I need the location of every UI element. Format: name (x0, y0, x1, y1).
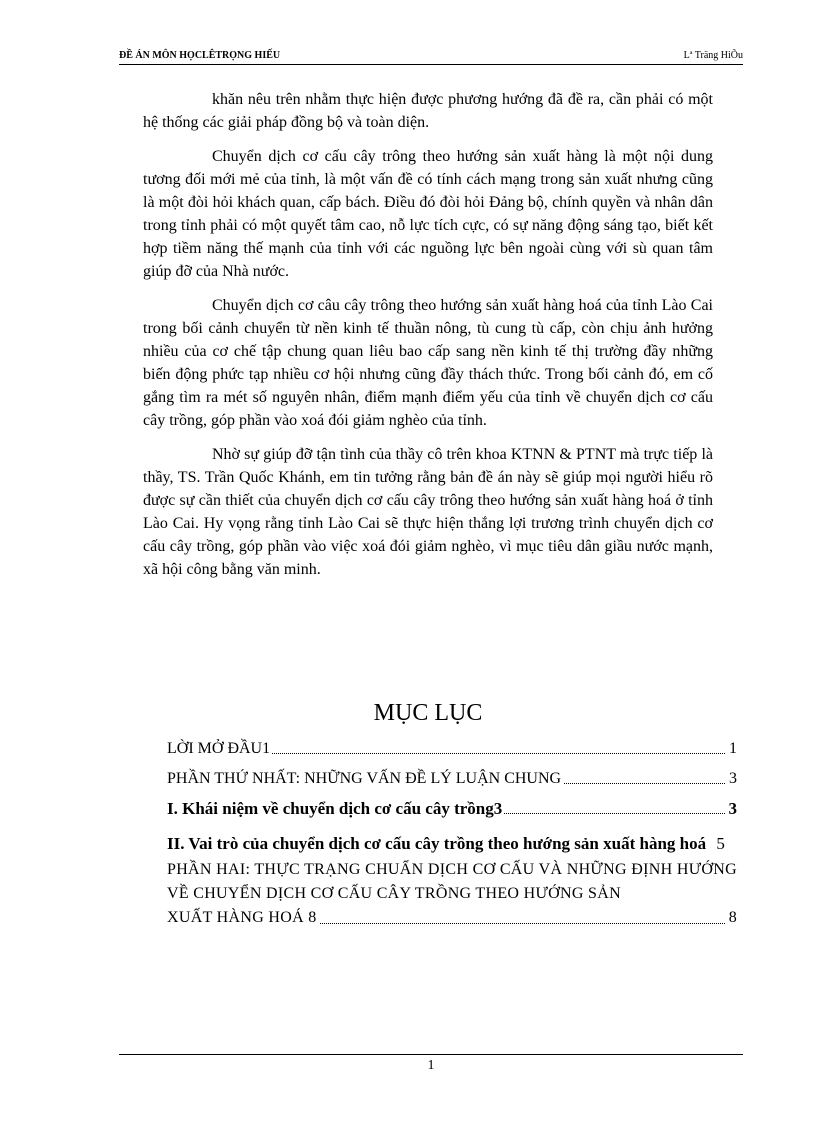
toc-entry-intro[interactable] (167, 738, 737, 760)
paragraph-4: Nhờ sự giúp đỡ tận tình của thầy cô trên khoa KTNN & PTNT mà trực tiếp là thầy, TS. Trần Quốc Khánh, em tin tưởng rằng bản đề án này sẽ giúp mọi người hiểu rõ được sự cần thiết của chuyển dịch cơ cấu cây trông theo hướng sản xuất hàng hoá ở tỉnh Lào Cai. Hy vọng rằng tỉnh Lào Cai sẽ thực hiện thắng lợi trương trình chuyển dịch cơ cấu cây trồng, góp phần vào việc xoá đói giảm nghèo, vì mục tiêu dân giầu nước mạnh, xã hội công bằng văn minh. (143, 446, 713, 578)
paragraph-3: Chuyển dịch cơ câu cây trông theo hướng sản xuất hàng hoá của tỉnh Lào Cai trong bối cảnh chuyển từ nền kinh tế thuần nông, tù cung tù cấp, còn chịu ảnh hưởng nhiều của cơ chế tập chung quan liêu bao cấp sang nền kinh tế thị trường đầy những biến động phức tạp nhiều cơ hội nhưng cũng đầy thách thức. Trong bối cảnh đó, em cố gắng tìm ra mét số nguyên nhân, điểm mạnh điểm yếu của tỉnh về chuyển dịch cơ cấu cây trồng, góp phần vào xoá đói giảm nghèo của tỉnh. (143, 297, 713, 429)
toc-entry-section-2[interactable] (167, 832, 737, 856)
header-title: ĐỀ ÁN MÔN HỌCLÊTRỌNG HIẾU (119, 50, 281, 61)
toc-page: 1 (727, 738, 737, 760)
toc-title: MỤC LỤC (373, 700, 483, 726)
toc-label: II. Vai trò của chuyển dịch cơ cấu cây trồng theo hướng sản xuất hàng hoá (167, 834, 707, 853)
table-of-contents (167, 738, 737, 930)
toc-page: 5 (716, 834, 725, 853)
toc-entry-part-two[interactable] (167, 858, 737, 930)
footer-divider (119, 1054, 743, 1055)
toc-entry-section-1[interactable] (167, 798, 737, 820)
toc-label: PHẦN HAI: THỰC TRẠNG CHUẨN DỊCH CƠ CẤU VÀ NHỮNG ĐỊNH HƯỚNG VỀ CHUYỂN DỊCH CƠ CẤU CÂY TRỒNG THEO HƯỚNG SẢN (167, 861, 737, 902)
page-number: 1 (427, 1058, 435, 1073)
toc-entry-part-one[interactable] (167, 768, 737, 790)
header-author: Lª Träng HiÕu (683, 50, 743, 61)
toc-page: 8 (727, 906, 737, 930)
toc-page: 3 (727, 768, 737, 790)
toc-label: PHẦN THỨ NHẤT: NHỮNG VẤN ĐỀ LÝ LUẬN CHUNG (167, 770, 562, 787)
page-header (119, 50, 743, 65)
toc-label-last-line (167, 906, 737, 930)
toc-label: LỜI MỞ ĐẦU1 (167, 740, 271, 757)
toc-label-end: XUẤT HÀNG HOÁ 8 (167, 909, 317, 926)
toc-page: 3 (728, 799, 737, 818)
paragraph-1: khăn nêu trên nhằm thực hiện được phương hướng đã đề ra, cần phải có một hệ thống các giải pháp đồng bộ và toàn diện. (143, 91, 713, 131)
body-text (143, 88, 713, 592)
paragraph-2: Chuyển dịch cơ cấu cây trông theo hướng sản xuất hàng là một nội dung tương đối mới mẻ của tỉnh, là một vấn đề có tính cách mạng trong sản xuất nhưng cũng là một đòi hỏi khách quan, cấp bách. Điều đó đòi hỏi Đảng bộ, chính quyền và nhân dân trong tỉnh phải có một quyết tâm cao, nỗ lực tích cực, có sự năng động sáng tạo, biết kết hợp tiềm năng thế mạnh của tỉnh với các nguồng lực bên ngoài cùng với sù quan tâm giúp đỡ của Nhà nước. (143, 148, 713, 280)
toc-label: I. Khái niệm về chuyển dịch cơ cấu cây trồng3 (167, 799, 503, 818)
